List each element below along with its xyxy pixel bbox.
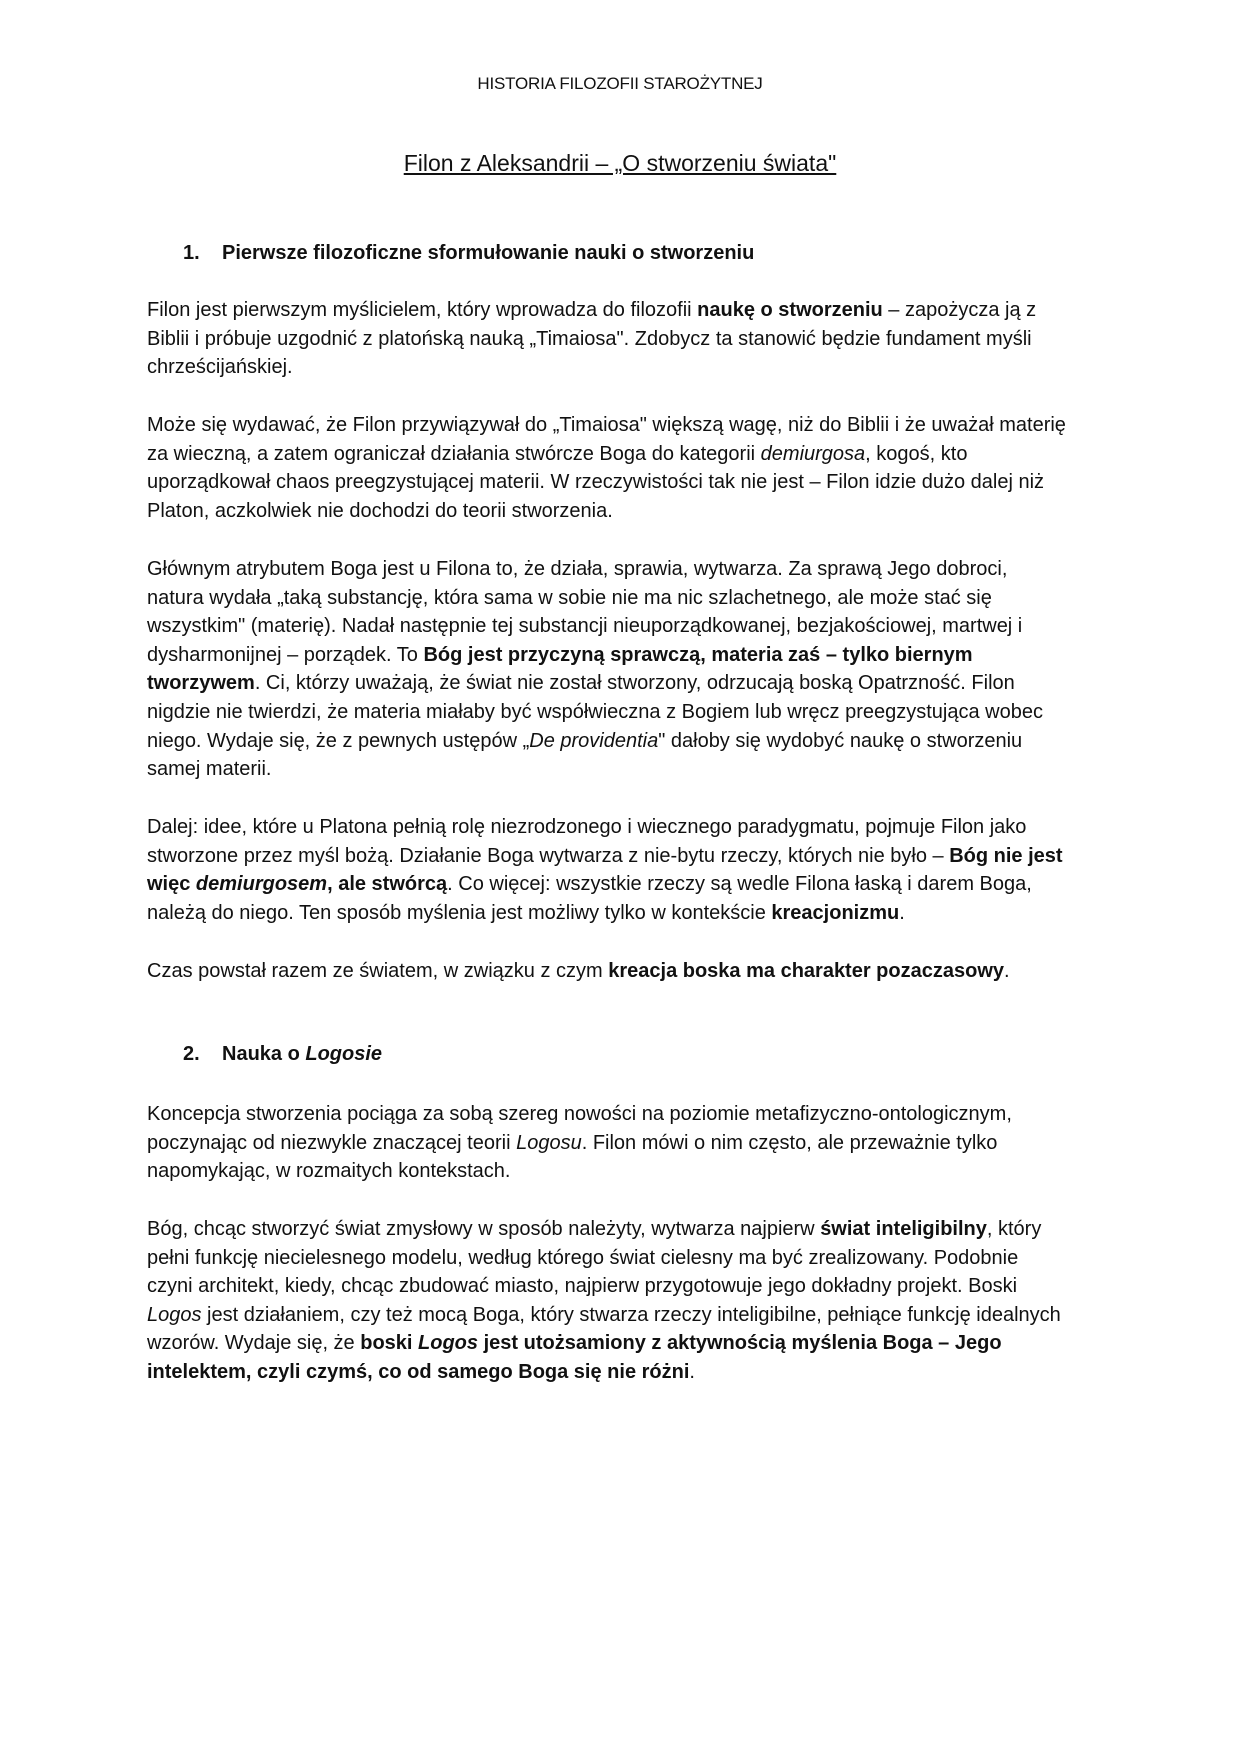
text-line [147, 669, 1092, 698]
italic-run: De providentia [529, 729, 659, 752]
bold-run: Bóg jest przyczyną sprawczą, materia zaś – tylko biernym [423, 643, 973, 666]
text-line [147, 641, 1092, 670]
text-line: samej materii. [147, 758, 272, 781]
text-line [147, 1358, 1092, 1387]
text-line: Platon, aczkolwiek nie dochodzi do teorii stworzenia. [147, 499, 613, 522]
text-line: wszystkim" (materię). Nadał następnie tej substancji nieuporządkowanej, bezjakościowej, martwej i [147, 615, 1023, 638]
paragraph-2 [147, 411, 1092, 525]
text-run: , kogoś, kto [865, 442, 968, 465]
text-line: napomykając, w rozmaitych kontekstach. [147, 1160, 511, 1183]
italic-run: Logos [147, 1303, 202, 1326]
section-2-title-italic: Logosie [305, 1043, 383, 1065]
section-1-title: Pierwsze filozoficzne sformułowanie nauki o stworzeniu [222, 242, 755, 264]
text-line [147, 440, 1092, 469]
text-run: Bóg, chcąc stworzyć świat zmysłowy w sposób należyty, wytwarza najpierw [147, 1218, 821, 1240]
text-run: . [1004, 960, 1010, 982]
paragraph-3 [147, 555, 1092, 784]
text-line [147, 870, 1092, 899]
text-run: . Co więcej: wszystkie rzeczy są wedle Filona łaską i darem Boga, [447, 873, 1032, 896]
text-line: Może się wydawać, że Filon przywiązywał do „Timaiosa" większą wagę, niż do Biblii i że uważał materię [147, 414, 1066, 436]
text-run: Filon jest pierwszym myślicielem, który wprowadza do filozofii [147, 299, 698, 321]
text-line: pełni funkcję niecielesnego modelu, według którego świat cielesny ma być zrealizowany. Podobnie [147, 1246, 1019, 1269]
text-run: , który [986, 1218, 1042, 1240]
bold-run: boski [360, 1332, 419, 1355]
text-run: poczynając od niezwykle znaczącej teorii [147, 1131, 517, 1154]
text-run: stworzone przez myśl bożą. Działanie Boga wytwarza z nie-bytu rzeczy, których nie było – [147, 844, 950, 867]
section-2-number: 2. [183, 1043, 200, 1065]
section-1-number: 1. [183, 242, 200, 264]
text-line [147, 296, 1092, 325]
text-run: należą do niego. Ten sposób myślenia jest możliwy tylko w kontekście [147, 901, 772, 924]
paragraph-6 [147, 1100, 1092, 1186]
bold-italic-run: demiurgosem [195, 873, 328, 896]
paragraph-4 [147, 813, 1092, 927]
text-run: . Filon mówi o nim często, ale przeważnie tylko [581, 1131, 998, 1154]
text-run: Czas powstał razem ze światem, w związku z czym [147, 960, 609, 982]
paragraph-7 [147, 1215, 1092, 1387]
text-line [147, 1129, 1092, 1158]
bold-run: , ale stwórcą [327, 873, 448, 896]
text-line: czyni architekt, kiedy, chcąc zbudować miasto, najpierw przygotowuje jego dokładny projekt. Boski [147, 1275, 1018, 1298]
section-2-heading [183, 1043, 382, 1066]
text-line [147, 727, 1092, 756]
text-line [147, 1329, 1092, 1358]
text-line [147, 899, 1092, 928]
section-2-title: Nauka o [222, 1043, 306, 1065]
running-header: HISTORIA FILOZOFII STAROŻYTNEJ [477, 74, 763, 93]
text-run: dysharmonijnej – porządek. To [147, 643, 424, 666]
section-1-heading [183, 242, 754, 265]
paragraph-1 [147, 296, 1092, 382]
text-line: Biblii i próbuje uzgodnić z platońską nauką „Timaiosa". Zdobycz ta stanowić będzie fundament myśli [147, 327, 1032, 350]
bold-run: kreacjonizmu [771, 901, 900, 924]
text-line: Głównym atrybutem Boga jest u Filona to, że działa, sprawia, wytwarza. Za sprawą Jego dobroci, [147, 558, 1008, 580]
bold-run: tworzywem [147, 672, 255, 695]
text-run: wzorów. Wydaje się, że [147, 1332, 361, 1355]
text-line [147, 957, 1092, 986]
bold-run: Bóg nie jest [949, 844, 1063, 867]
text-line [147, 1301, 1092, 1330]
bold-run: świat inteligibilny [820, 1218, 987, 1240]
document-title: Filon z Aleksandrii – „O stworzeniu świata" [403, 150, 837, 176]
text-run: . [689, 1360, 695, 1383]
text-run: niego. Wydaje się, że z pewnych ustępów „ [147, 729, 530, 752]
text-run: za wieczną, a zatem ograniczał działania stwórcze Boga do kategorii [147, 442, 761, 465]
bold-run: intelektem, czyli czymś, co od samego Boga się nie różni [147, 1360, 690, 1383]
paragraph-5 [147, 957, 1092, 986]
bold-run: więc [147, 873, 196, 896]
bold-run: kreacja boska ma charakter pozaczasowy [608, 960, 1005, 982]
text-line: Koncepcja stworzenia pociąga za sobą szereg nowości na poziomie metafizyczno-ontologicznym, [147, 1103, 1012, 1125]
text-line: uporządkował chaos preegzystującej materii. W rzeczywistości tak nie jest – Filon idzie dużo dalej niż [147, 471, 1045, 494]
text-line: natura wydała „taką substancję, która sama w sobie nie ma nic szlachetnego, ale może stać się [147, 586, 992, 609]
text-run: " dałoby się wydobyć naukę o stworzeniu [658, 729, 1023, 752]
text-run: – zapożycza ją z [882, 299, 1037, 321]
text-run: . Ci, którzy uważają, że świat nie został stworzony, odrzucają boską Opatrzność. Filon [254, 672, 1015, 695]
text-line [147, 842, 1092, 871]
italic-run: Logosu [516, 1131, 582, 1154]
text-line: chrześcijańskiej. [147, 356, 293, 379]
text-line: Dalej: idee, które u Platona pełnią rolę niezrodzonego i wiecznego paradygmatu, pojmuje Filon jako [147, 816, 1027, 838]
bold-run: jest utożsamiony z aktywnością myślenia Boga – Jego [478, 1332, 1002, 1355]
bold-run: naukę o stworzeniu [697, 299, 883, 321]
text-run: jest działaniem, czy też mocą Boga, który stwarza rzeczy inteligibilne, pełniące funkcję idealnych [201, 1303, 1061, 1326]
text-line [147, 1215, 1092, 1244]
text-run: . [899, 901, 905, 924]
italic-run: demiurgosa [760, 442, 866, 465]
text-line: nigdzie nie twierdzi, że materia miałaby być współwieczna z Bogiem lub wręcz preegzystująca wobec [147, 700, 1043, 723]
bold-italic-run: Logos [418, 1332, 479, 1355]
